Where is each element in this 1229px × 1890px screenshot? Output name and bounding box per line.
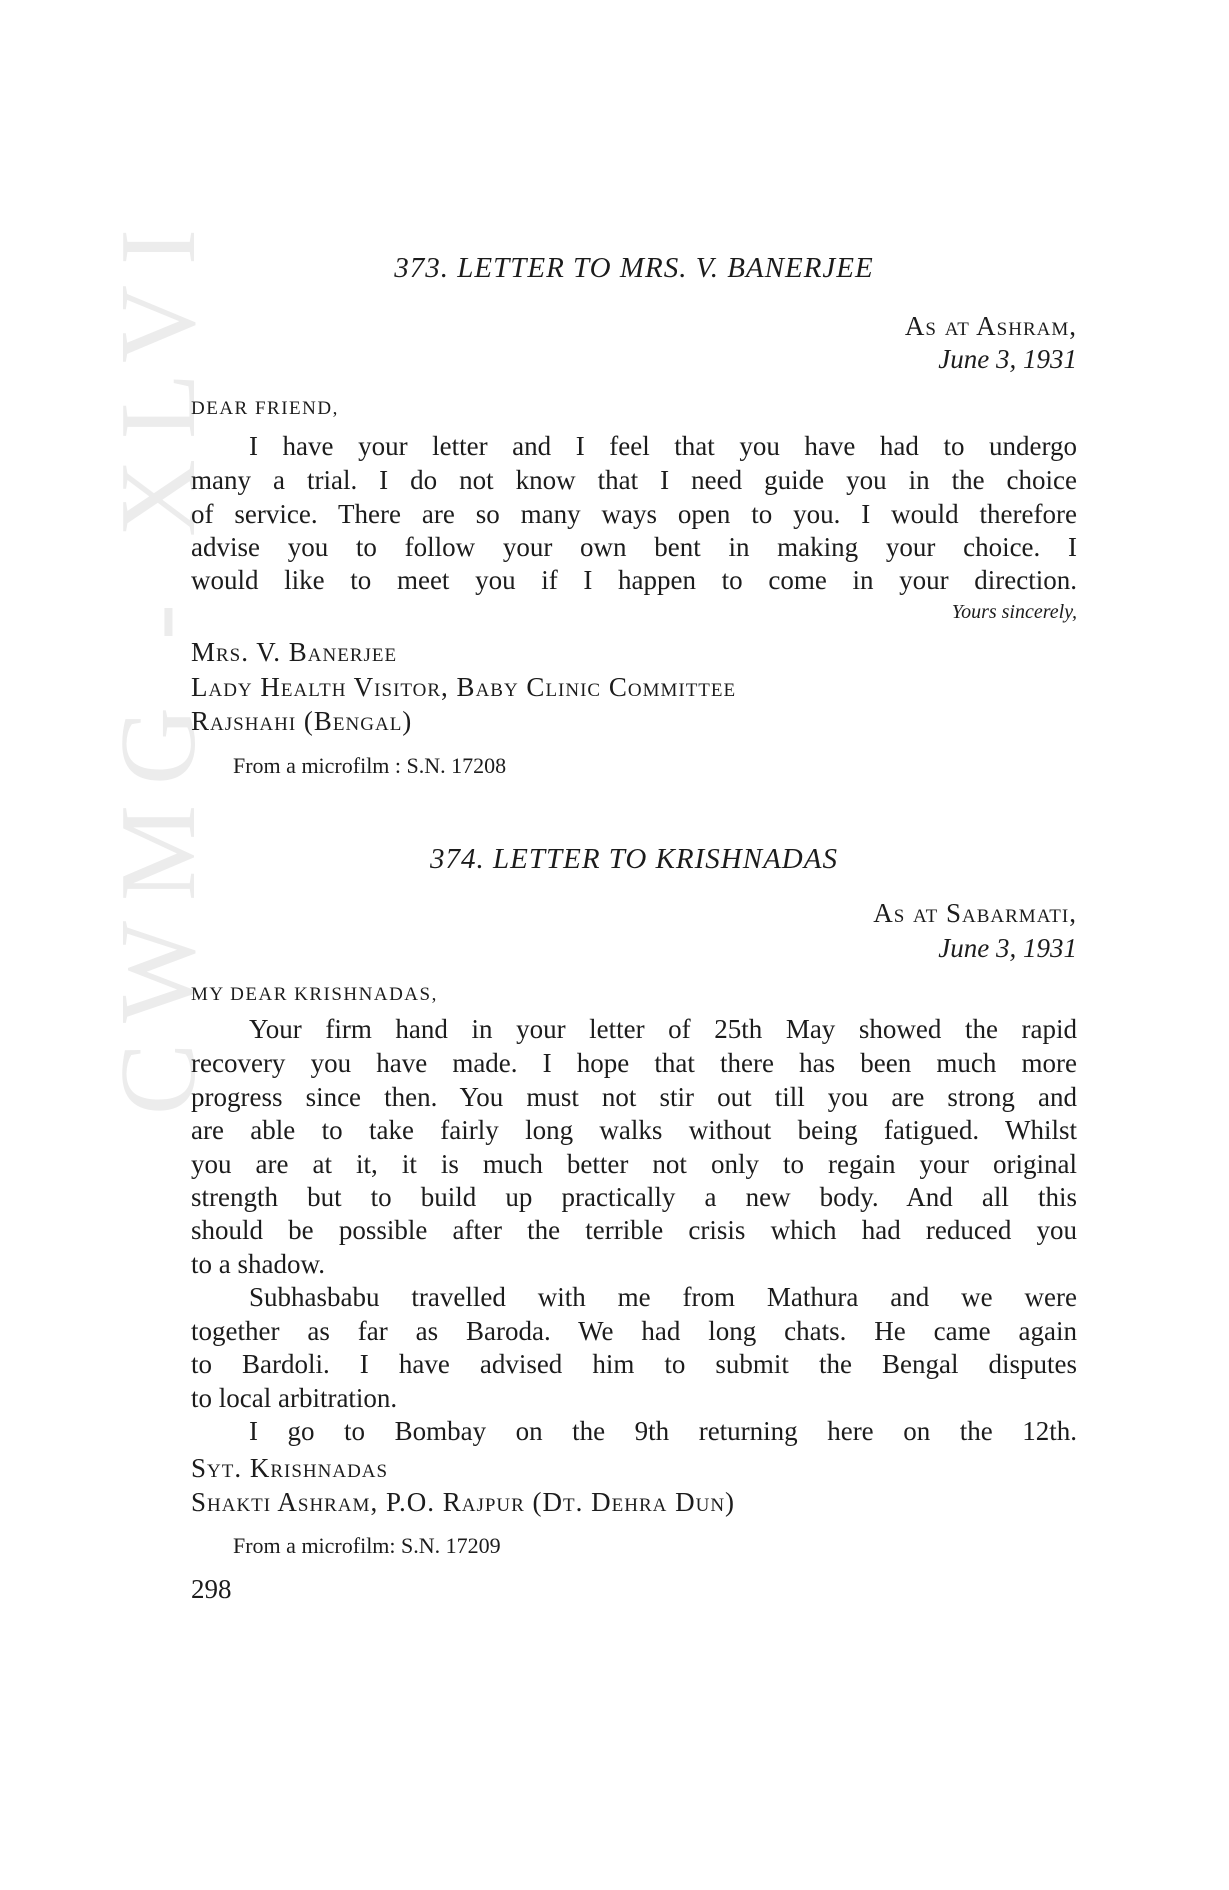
letter-2-line: Subhasbabu travelled with me from Mathura and we were — [249, 1282, 1077, 1312]
letter-2-line: progress since then. You must not stir out till you are strong and — [191, 1082, 1077, 1112]
letter-2-salutation: MY DEAR KRISHNADAS, — [191, 984, 438, 1005]
letter-2-address-line: Shakti Ashram, P.O. Rajpur (Dt. Dehra Dun) — [191, 1487, 736, 1517]
letter-2-place: As at Sabarmati, — [873, 898, 1077, 928]
letter-1-line: would like to meet you if I happen to come in your direction. — [191, 565, 1077, 595]
letter-2-line: to a shadow. — [191, 1249, 325, 1279]
letter-1-date: June 3, 1931 — [938, 344, 1077, 374]
letter-2-date: June 3, 1931 — [938, 933, 1077, 963]
letter-1-closing: Yours sincerely, — [951, 601, 1077, 623]
letter-2-line: should be possible after the terrible crisis which had reduced you — [191, 1215, 1077, 1245]
watermark: CWMG - XLVI — [99, 209, 218, 1115]
letter-1-salutation: DEAR FRIEND, — [191, 398, 339, 419]
letter-1-line: advise you to follow your own bent in making your choice. I — [191, 532, 1077, 562]
letter-2-line: I go to Bombay on the 9th returning here on the 12th. — [249, 1416, 1077, 1446]
letter-2-line: strength but to build up practically a new body. And all this — [191, 1182, 1077, 1212]
letter-2-line: recovery you have made. I hope that there has been much more — [191, 1048, 1077, 1078]
letter-2-source: From a microfilm: S.N. 17209 — [233, 1533, 501, 1558]
letter-1-heading: 373. LETTER TO MRS. V. BANERJEE — [394, 252, 874, 284]
letter-2-line: are able to take fairly long walks without being fatigued. Whilst — [191, 1115, 1077, 1145]
letter-1-place: As at Ashram, — [904, 311, 1077, 341]
letter-1-address-line: Mrs. V. Banerjee — [191, 637, 398, 667]
letter-2-line: to Bardoli. I have advised him to submit the Bengal disputes — [191, 1349, 1077, 1379]
letter-1-source: From a microfilm : S.N. 17208 — [233, 753, 507, 778]
letter-1-line: I have your letter and I feel that you have had to undergo — [249, 431, 1077, 461]
letter-2-line: you are at it, it is much better not only to regain your original — [191, 1149, 1077, 1179]
letter-1-address-line: Rajshahi (Bengal) — [191, 706, 413, 736]
letter-2-heading: 374. LETTER TO KRISHNADAS — [430, 843, 838, 875]
letter-2-line: to local arbitration. — [191, 1383, 398, 1413]
letter-2-line: Your firm hand in your letter of 25th May showed the rapid — [249, 1014, 1077, 1044]
letter-2-address-line: Syt. Krishnadas — [191, 1453, 389, 1483]
letter-1-line: many a trial. I do not know that I need guide you in the choice — [191, 465, 1077, 495]
letter-2-line: together as far as Baroda. We had long chats. He came again — [191, 1316, 1077, 1346]
letter-1-line: of service. There are so many ways open to you. I would therefore — [191, 499, 1077, 529]
page-number: 298 — [191, 1574, 232, 1604]
letter-1-address-line: Lady Health Visitor, Baby Clinic Committee — [191, 672, 737, 702]
